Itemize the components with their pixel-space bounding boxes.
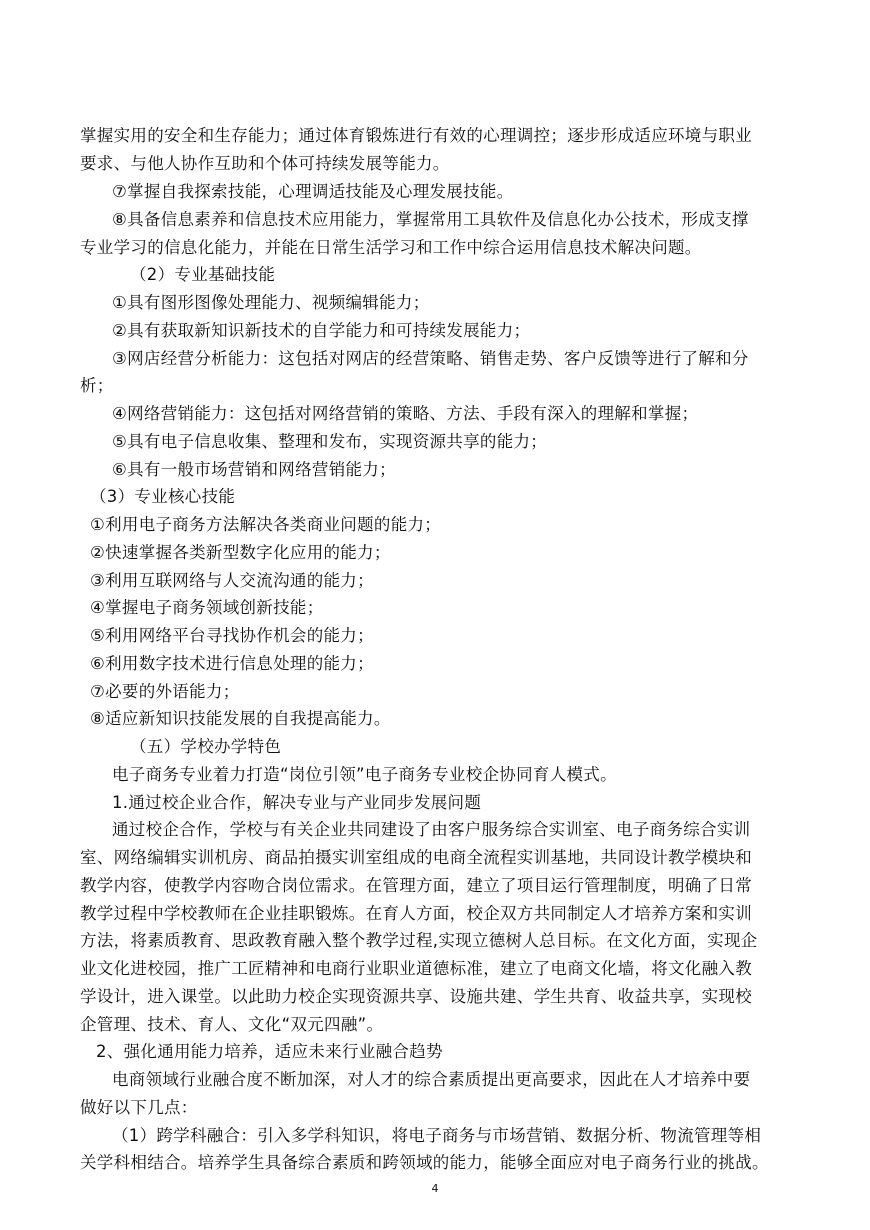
list-item: ②具有获取新知识新技术的自学能力和可持续发展能力；: [112, 321, 531, 340]
text-line: 学设计，进入课堂。以此助力校企实现资源共享、设施共建、学生共育、收益共享，实现校: [80, 987, 752, 1006]
text-line: 电商领域行业融合度不断加深，对人才的综合素质提出更高要求，因此在人才培养中要: [112, 1070, 751, 1089]
list-item: ⑤具有电子信息收集、整理和发布，实现资源共享的能力；: [112, 432, 548, 451]
list-item: ①具有图形图像处理能力、视频编辑能力；: [112, 293, 430, 312]
subsection-heading: 1.通过校企业合作，解决专业与产业同步发展问题: [112, 793, 482, 812]
list-item: ④掌握电子商务领域创新技能；: [90, 598, 324, 617]
text-line: 教学过程中学校教师在企业挂职锻炼。在育人方面，校企双方共同制定人才培养方案和实训: [80, 904, 752, 923]
text-line: ⑧具备信息素养和信息技术应用能力，掌握常用工具软件及信息化办公技术，形成支撑: [112, 210, 749, 229]
text-line: 教学内容，使教学内容吻合岗位需求。在管理方面，建立了项目运行管理制度，明确了日常: [80, 876, 752, 895]
text-line: 关学科相结合。培养学生具备综合素质和跨领域的能力，能够全面应对电子商务行业的挑战。: [80, 1153, 769, 1172]
text-line: 要求、与他人协作互助和个体可持续发展等能力。: [80, 154, 450, 173]
text-line: 通过校企合作，学校与有关企业共同建设了由客户服务综合实训室、电子商务综合实训: [112, 820, 751, 839]
list-item: ⑤利用网络平台寻找协作机会的能力；: [90, 626, 374, 645]
list-item: ⑦必要的外语能力；: [90, 682, 240, 701]
text-line: 企管理、技术、育人、文化“双元四融”。: [80, 1015, 384, 1034]
list-item: ②快速掌握各类新型数字化应用的能力；: [90, 543, 391, 562]
section-heading: （3）专业核心技能: [90, 487, 236, 506]
list-item: ③利用互联网络与人交流沟通的能力；: [90, 571, 374, 590]
text-line: （1）跨学科融合：引入多学科知识，将电子商务与市场营销、数据分析、物流管理等相: [112, 1126, 762, 1145]
text-line: 掌握实用的安全和生存能力；通过体育锻炼进行有效的心理调控；逐步形成适应环境与职业: [80, 126, 752, 145]
list-item: ⑧适应新知识技能发展的自我提高能力。: [90, 709, 391, 728]
text-line: 专业学习的信息化能力，并能在日常生活学习和工作中综合运用信息技术解决问题。: [80, 238, 702, 257]
list-item: ①利用电子商务方法解决各类商业问题的能力；: [90, 515, 442, 534]
text-line: 业文化进校园，推广工匠精神和电商行业职业道德标准，建立了电商文化墙，将文化融入教: [80, 959, 752, 978]
page-number: 4: [431, 1182, 439, 1195]
list-item: ③网店经营分析能力：这包括对网店的经营策略、销售走势、客户反馈等进行了解和分: [112, 349, 749, 368]
subsection-heading: 2、强化通用能力培养，适应未来行业融合趋势: [96, 1042, 443, 1061]
text-line: 方法，将素质教育、思政教育融入整个教学过程,实现立德树人总目标。在文化方面，实现企: [80, 931, 758, 950]
text-line: 做好以下几点：: [80, 1098, 198, 1117]
text-line: 析；: [80, 376, 114, 395]
text-line: 电子商务专业着力打造“岗位引领”电子商务专业校企协同育人模式。: [112, 765, 617, 784]
list-item: ④网络营销能力：这包括对网络营销的策略、方法、手段有深入的理解和掌握；: [112, 404, 699, 423]
list-item: ⑥利用数字技术进行信息处理的能力；: [90, 654, 374, 673]
text-line: 室、网络编辑实训机房、商品拍摄实训室组成的电商全流程实训基地，共同设计教学模块和: [80, 848, 752, 867]
section-heading: （五）学校办学特色: [130, 737, 282, 756]
section-heading: （2）专业基础技能: [130, 265, 276, 284]
text-line: ⑦掌握自我探索技能，心理调适技能及心理发展技能。: [112, 182, 514, 201]
list-item: ⑥具有一般市场营销和网络营销能力；: [112, 460, 396, 479]
